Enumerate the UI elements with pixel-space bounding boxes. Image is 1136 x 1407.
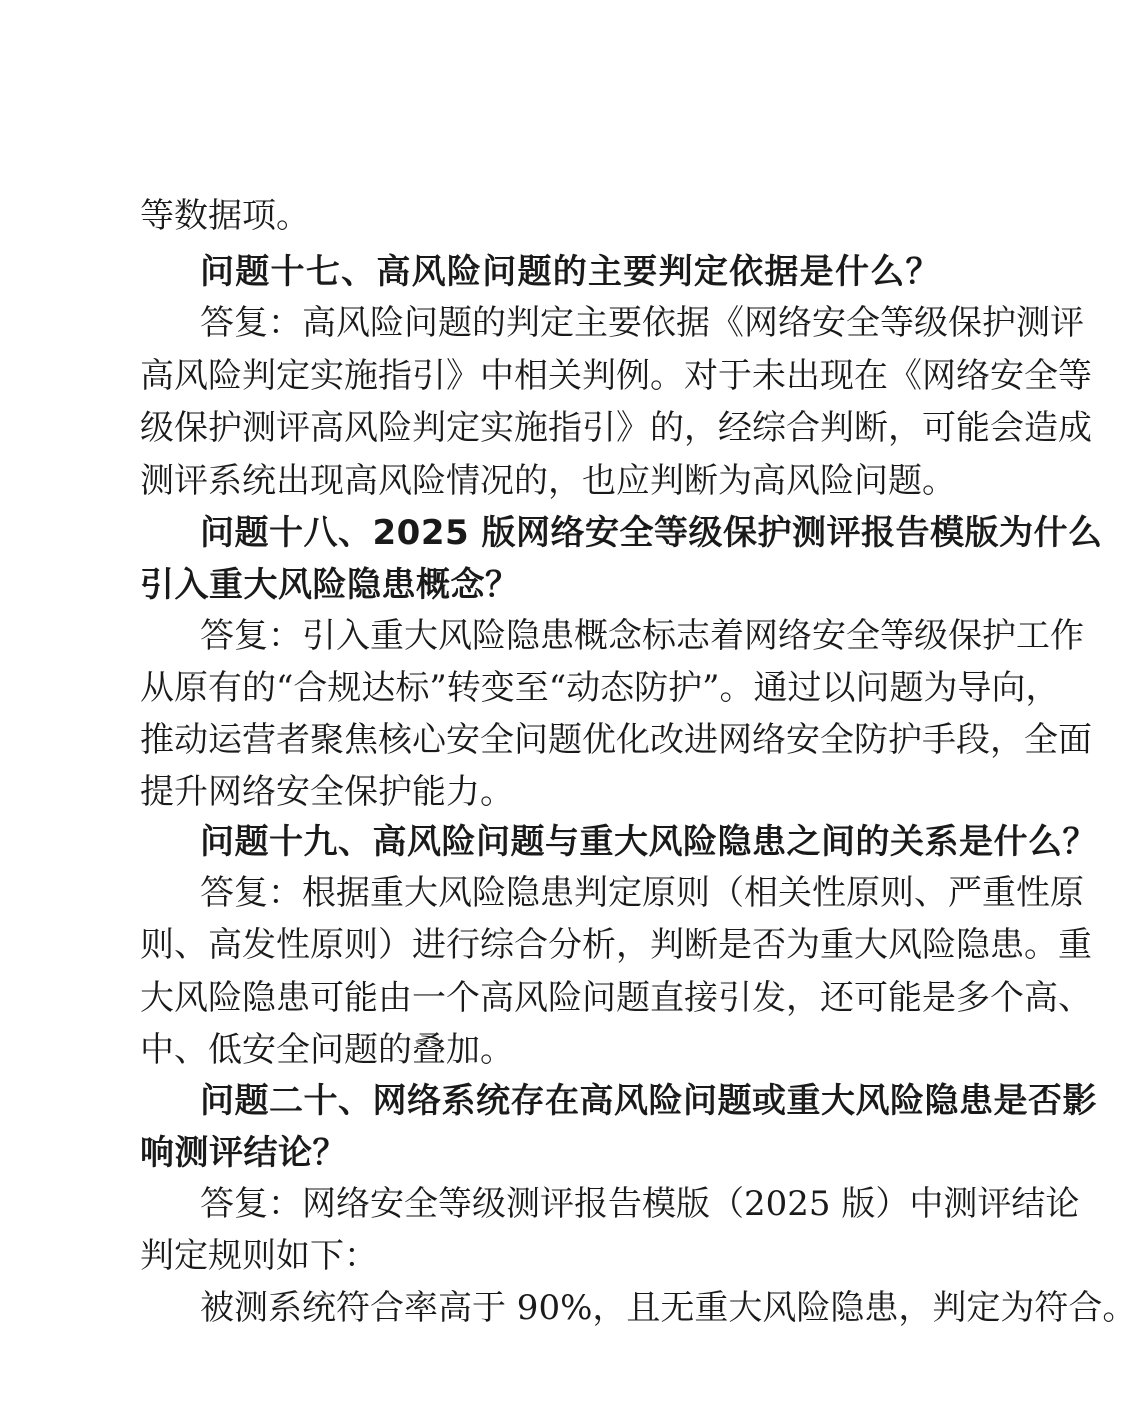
- answer-17-line-3: 级保护测评高风险判定实施指引》的，经综合判断，可能会造成: [140, 408, 1092, 448]
- question-18-heading-line-2: 引入重大风险隐患概念？: [140, 565, 520, 605]
- question-20-heading-line-2: 响测评结论？: [140, 1133, 347, 1173]
- answer-20-line-1: 答复：网络安全等级测评报告模版（2025 版）中测评结论: [200, 1184, 1080, 1224]
- question-18-heading-line-1: 问题十八、2025 版网络安全等级保护测评报告模版为什么: [200, 513, 1103, 553]
- answer-18-line-1: 答复：引入重大风险隐患概念标志着网络安全等级保护工作: [200, 616, 1084, 656]
- answer-20-line-3: 被测系统符合率高于 90%，且无重大风险隐患，判定为符合。: [200, 1288, 1136, 1328]
- answer-18-line-4: 提升网络安全保护能力。: [140, 772, 514, 812]
- text-line-continuation: 等数据项。: [140, 196, 310, 236]
- answer-19-line-1: 答复：根据重大风险隐患判定原则（相关性原则、严重性原: [200, 873, 1084, 913]
- answer-19-line-3: 大风险隐患可能由一个高风险问题直接引发，还可能是多个高、: [140, 978, 1092, 1018]
- answer-17-line-4: 测评系统出现高风险情况的，也应判断为高风险问题。: [140, 461, 956, 501]
- answer-18-line-3: 推动运营者聚焦核心安全问题优化改进网络安全防护手段，全面: [140, 720, 1092, 760]
- question-19-heading: 问题十九、高风险问题与重大风险隐患之间的关系是什么？: [200, 822, 1097, 862]
- answer-19-line-4: 中、低安全问题的叠加。: [140, 1030, 514, 1070]
- answer-17-line-2: 高风险判定实施指引》中相关判例。对于未出现在《网络安全等: [140, 356, 1092, 396]
- answer-17-line-1: 答复：高风险问题的判定主要依据《网络安全等级保护测评: [200, 303, 1084, 343]
- answer-18-line-2: 从原有的“合规达标”转变至“动态防护”。通过以问题为导向，: [140, 668, 1060, 708]
- question-20-heading-line-1: 问题二十、网络系统存在高风险问题或重大风险隐患是否影: [200, 1081, 1097, 1121]
- answer-19-line-2: 则、高发性原则）进行综合分析，判断是否为重大风险隐患。重: [140, 925, 1092, 965]
- question-17-heading: 问题十七、高风险问题的主要判定依据是什么？: [200, 252, 940, 292]
- answer-20-line-2: 判定规则如下：: [140, 1236, 378, 1276]
